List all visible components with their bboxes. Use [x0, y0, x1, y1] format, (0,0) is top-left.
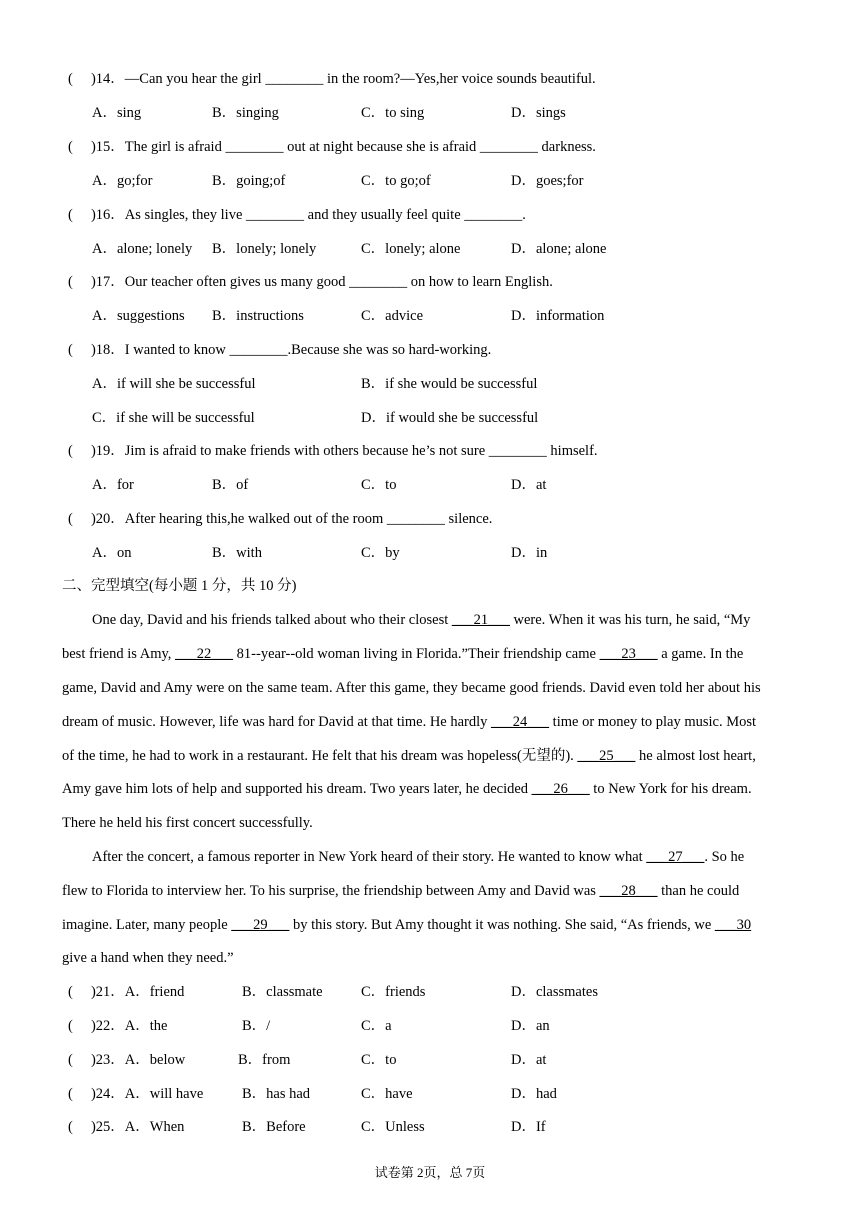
page-footer: 试卷第 2页，总 7页 [374, 1165, 486, 1180]
question-16-option-d[interactable]: D．alone; alone [511, 241, 607, 257]
question-24-option-d[interactable]: D．had [511, 1086, 557, 1102]
passage-line: There he held his first concert successfully. [62, 815, 313, 831]
question-17-option-b[interactable]: B．instructions [212, 308, 304, 324]
question-23-stem: ( )23．A．below [68, 1052, 186, 1068]
question-16-option-c[interactable]: C．lonely; alone [361, 241, 461, 257]
question-19-stem: ( )19．Jim is afraid to make friends with others because he’s not sure ________ himself. [68, 443, 598, 459]
blank-24[interactable]: ___24___ [491, 714, 550, 730]
question-16-option-b[interactable]: B．lonely; lonely [212, 241, 317, 257]
question-15-option-d[interactable]: D．goes;for [511, 173, 584, 189]
question-15-option-c[interactable]: C．to go;of [361, 173, 431, 189]
question-20-option-c[interactable]: C．by [361, 545, 400, 561]
question-19-option-d[interactable]: D．at [511, 477, 547, 493]
question-21-option-c[interactable]: C．friends [361, 984, 426, 1000]
question-22-stem: ( )22．A．the [68, 1018, 168, 1034]
question-17-option-d[interactable]: D．information [511, 308, 605, 324]
passage-line: of the time, he had to work in a restaurant. He felt that his dream was hopeless(无望的). ___25___ he almost lost heart, [62, 748, 756, 764]
question-21-option-d[interactable]: D．classmates [511, 984, 598, 1000]
question-18-option-c[interactable]: C．if she will be successful [92, 410, 255, 426]
blank-30[interactable]: ___30 [714, 917, 752, 933]
question-23-option-c[interactable]: C．to [361, 1052, 397, 1068]
question-18-option-b[interactable]: B．if she would be successful [361, 376, 538, 392]
question-15-option-b[interactable]: B．going;of [212, 173, 286, 189]
question-23-option-d[interactable]: D．at [511, 1052, 547, 1068]
question-16-option-a[interactable]: A．alone; lonely [92, 241, 193, 257]
question-14-option-a[interactable]: A．sing [92, 105, 142, 121]
passage-line: After the concert, a famous reporter in New York heard of their story. He wanted to know what ___27___. So he [92, 849, 745, 865]
question-19-option-c[interactable]: C．to [361, 477, 397, 493]
passage-line: Amy gave him lots of help and supported his dream. Two years later, he decided ___26___ to New York for his dream. [62, 781, 752, 797]
passage-line: imagine. Later, many people ___29___ by this story. But Amy thought it was nothing. She said, “As friends, we ___30 [62, 917, 752, 933]
question-14-option-c[interactable]: C．to sing [361, 105, 425, 121]
question-14-option-b[interactable]: B．singing [212, 105, 279, 121]
question-22-option-d[interactable]: D．an [511, 1018, 550, 1034]
passage-line: One day, David and his friends talked about who their closest ___21___ were. When it was his turn, he said, “My [92, 612, 751, 628]
passage-line: give a hand when they need.” [62, 950, 234, 966]
blank-23[interactable]: ___23___ [599, 646, 658, 662]
question-24-stem: ( )24．A．will have [68, 1086, 204, 1102]
question-19-option-b[interactable]: B．of [212, 477, 249, 493]
question-25-option-c[interactable]: C．Unless [361, 1119, 425, 1135]
question-17-option-a[interactable]: A．suggestions [92, 308, 185, 324]
question-20-option-a[interactable]: A．on [92, 545, 132, 561]
passage-line: flew to Florida to interview her. To his surprise, the friendship between Amy and David was ___28___ than he could [62, 883, 740, 899]
question-25-stem: ( )25．A．When [68, 1119, 185, 1135]
question-18-option-a[interactable]: A．if will she be successful [92, 376, 256, 392]
passage-line: dream of music. However, life was hard for David at that time. He hardly ___24___ time or money to play music. Most [62, 714, 757, 730]
question-15-option-a[interactable]: A．go;for [92, 173, 153, 189]
question-22-option-b[interactable]: B．/ [242, 1018, 271, 1034]
question-21-option-b[interactable]: B．classmate [242, 984, 323, 1000]
question-19-option-a[interactable]: A．for [92, 477, 134, 493]
passage-line: best friend is Amy, ___22___ 81--year--old woman living in Florida.”Their friendship came ___23___ a game. In the [62, 646, 744, 662]
question-24-option-c[interactable]: C．have [361, 1086, 413, 1102]
blank-27[interactable]: ___27___ [646, 849, 705, 865]
question-15-stem: ( )15．The girl is afraid ________ out at night because she is afraid ________ darkness. [68, 139, 596, 155]
question-23-option-b[interactable]: B．from [238, 1052, 291, 1068]
question-22-option-c[interactable]: C．a [361, 1018, 392, 1034]
question-21-stem: ( )21．A．friend [68, 984, 185, 1000]
question-20-stem: ( )20．After hearing this,he walked out of the room ________ silence. [68, 511, 493, 527]
question-25-option-b[interactable]: B．Before [242, 1119, 306, 1135]
question-18-stem: ( )18．I wanted to know ________.Because she was so hard-working. [68, 342, 492, 358]
question-24-option-b[interactable]: B．has had [242, 1086, 311, 1102]
blank-22[interactable]: ___22___ [175, 646, 234, 662]
question-20-option-d[interactable]: D．in [511, 545, 548, 561]
question-14-option-d[interactable]: D．sings [511, 105, 566, 121]
question-14-stem: ( )14．—Can you hear the girl ________ in the room?—Yes,her voice sounds beautiful. [68, 71, 596, 87]
blank-21[interactable]: ___21___ [451, 612, 510, 628]
blank-26[interactable]: ___26___ [531, 781, 590, 797]
passage-line: game, David and Amy were on the same team. After this game, they became good friends. David even told her about his [62, 680, 761, 696]
blank-29[interactable]: ___29___ [231, 917, 290, 933]
blank-25[interactable]: ___25___ [577, 748, 636, 764]
blank-28[interactable]: ___28___ [599, 883, 658, 899]
question-25-option-d[interactable]: D．If [511, 1119, 546, 1135]
question-18-option-d[interactable]: D．if would she be successful [361, 410, 539, 426]
question-20-option-b[interactable]: B．with [212, 545, 262, 561]
question-17-stem: ( )17．Our teacher often gives us many good ________ on how to learn English. [68, 274, 553, 290]
question-17-option-c[interactable]: C．advice [361, 308, 424, 324]
question-16-stem: ( )16．As singles, they live ________ and they usually feel quite ________. [68, 207, 526, 223]
section-title: 二、完型填空(每小题 1 分，共 10 分) [62, 578, 297, 594]
